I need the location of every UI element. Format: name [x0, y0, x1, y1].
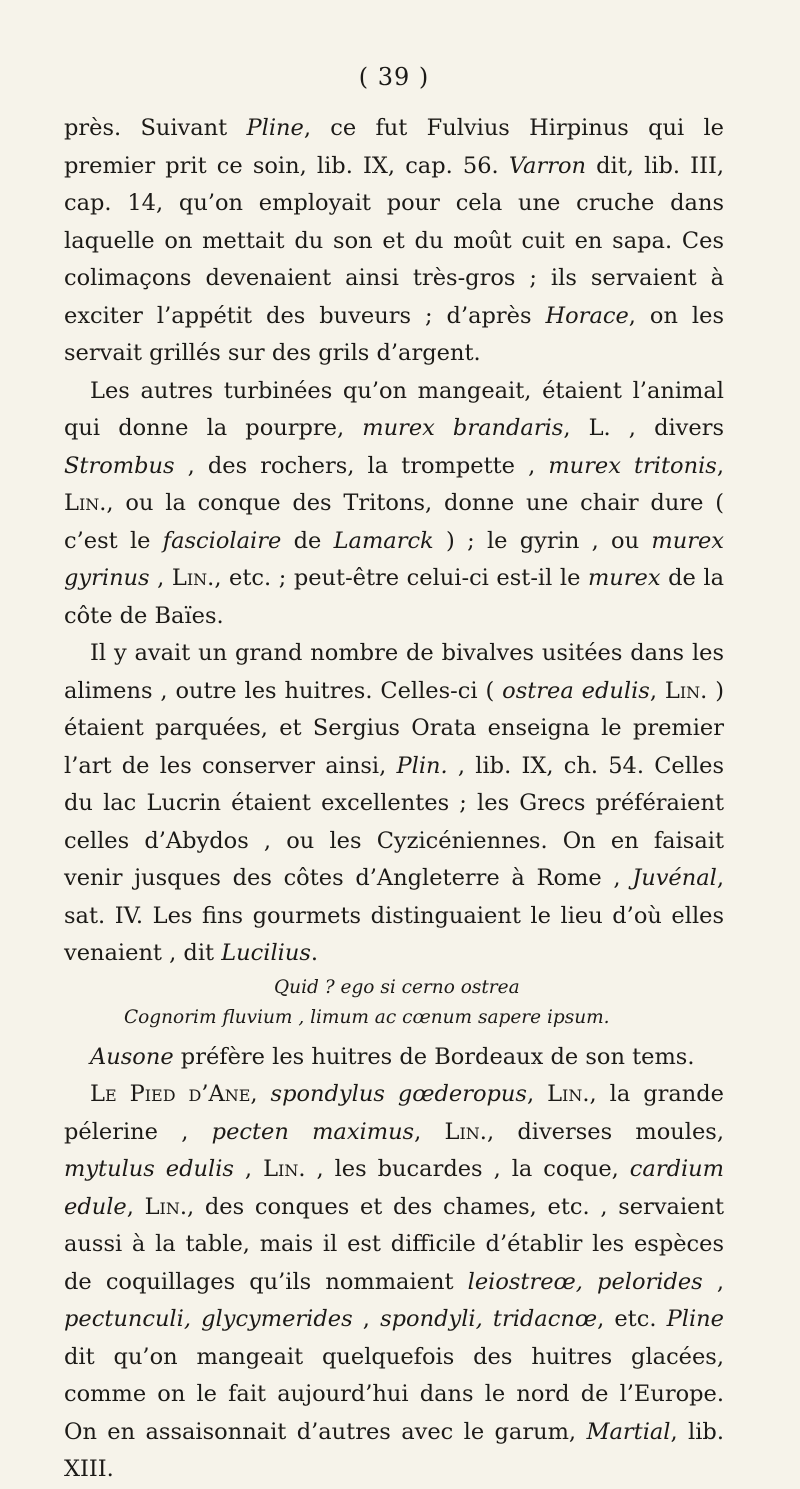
text-run: , lib. IX, ch. 54. Celles du lac Lucrin étaient excellentes ; les Grecs préféraient celles d’Abydos , ou les Cyzicéniennes. On en faisait venir jusques des côtes d’Angleterre à Rome , [64, 752, 724, 891]
text-run: dit qu’on mangeait quelquefois des huitres glacées, comme on le fait aujourd’hui dans le nord de l’Europe. On en assaisonnait d’autres avec le garum, [64, 1343, 724, 1445]
text-run: , L. , divers [563, 415, 724, 441]
text-run: , [702, 1268, 724, 1295]
italic-term: murex tritonis [548, 452, 717, 479]
text-run: de la côte de Baïes. [64, 565, 724, 629]
text-run: , sat. IV. Les fins gourmets distinguaient le lieu d’où elles venaient , dit [64, 865, 724, 966]
paragraph-p5 [64, 1076, 724, 1489]
smallcaps-term: Lin. [547, 1081, 590, 1107]
italic-term: mytulus edulis [64, 1156, 234, 1182]
quote-line-1: Quid ? ego si cerno ostrea [274, 976, 520, 998]
text-run: préfère les huitres de Bordeaux de son tems. [173, 1043, 695, 1070]
paragraph-p3 [64, 635, 724, 973]
text-run: , des conques et des chames, etc. , servaient aussi à la table, mais il est difficile d’établir les espèces de coquillages qu’ils nommaient [64, 1193, 724, 1295]
text-run: Les autres turbinées qu’on mangeait, étaient l’animal qui donne la pourpre, [64, 377, 724, 441]
text-run: , la grande pélerine , [64, 1081, 724, 1145]
italic-term: Varron [508, 152, 586, 179]
italic-term: Juvénal [632, 865, 717, 891]
text-run: , les bucardes , la coque, [305, 1156, 630, 1182]
text-run: , ce fut Fulvius Hirpinus qui le premier prit ce soin, lib. IX, cap. 56. [64, 115, 724, 179]
italic-term: murex gyrinus [64, 527, 724, 591]
italic-term: spondylus gœderopus [270, 1081, 527, 1107]
text-run: ) étaient parquées, et Sergius Orata enseigna le premier l’art de les conserver ainsi, [64, 677, 725, 779]
text-run: près. Suivant [64, 115, 247, 141]
smallcaps-term: Lin. [444, 1118, 487, 1145]
text-run: , on les servait grillés sur des grils d’argent. [64, 302, 724, 366]
italic-term: Pline [246, 115, 304, 141]
page-number: ( 39 ) [358, 63, 430, 91]
italic-term: Plin. [396, 752, 448, 779]
smallcaps-term: Lin. [171, 565, 215, 591]
text-run: de [281, 527, 334, 554]
smallcaps-term: Lin. [64, 490, 107, 516]
text-run: ) ; le gyrin , ou [433, 527, 652, 554]
italic-term: Strombus [64, 452, 175, 479]
text-run: . [310, 940, 319, 966]
text-run: , diverses moules, [486, 1118, 724, 1145]
quote-line-2: Cognorim fluvium , limum ac cœnum sapere ipsum. [124, 1006, 610, 1028]
smallcaps-term: Le Pied d’Ane [90, 1081, 251, 1107]
text-run: , lib. XIII. [64, 1418, 724, 1482]
text-run: , [352, 1306, 381, 1332]
text-run: , [526, 1081, 548, 1107]
text-run: , [233, 1156, 264, 1182]
paragraphs-after-quote [64, 1039, 724, 1489]
italic-term: Martial [586, 1418, 671, 1445]
body-text [64, 110, 724, 1489]
italic-term: Horace [545, 302, 629, 329]
text-run: , ou la conque des Tritons, donne une chair dure ( c’est le [64, 490, 724, 554]
paragraph-p1 [64, 110, 724, 373]
paragraphs-before-quote [64, 110, 724, 973]
italic-term: pectunculi, glycymerides [64, 1306, 353, 1332]
text-run: , [149, 565, 172, 591]
italic-term: cardium edule [64, 1156, 724, 1220]
italic-term: Lamarck [333, 527, 434, 554]
text-run: , [414, 1118, 445, 1145]
italic-term: murex brandaris [362, 415, 564, 441]
text-run: , [250, 1081, 271, 1107]
paragraph-p4 [64, 1039, 724, 1077]
text-run: dit, lib. III, cap. 14, qu’on employait pour cela une cruche dans laquelle on mettait du son et du moût cuit en sapa. Ces colimaçons devenaient ainsi très-gros ; ils servaient à exciter l’appétit des buveurs ; d’après [64, 152, 724, 329]
text-run: , [649, 677, 665, 704]
smallcaps-term: Lin. [664, 677, 708, 704]
text-run: , etc. ; peut-être celui-ci est-il le [214, 565, 588, 591]
italic-term: spondyli, tridacnœ [380, 1306, 598, 1332]
italic-term: murex [587, 565, 661, 591]
italic-term: pecten maximus [211, 1118, 415, 1145]
italic-term: fasciolaire [162, 527, 282, 554]
text-run: , [126, 1193, 145, 1220]
italic-term: Pline [666, 1306, 724, 1332]
paragraph-p2 [64, 373, 724, 636]
text-run: , des rochers, la trompette , [174, 452, 549, 479]
text-run: Il y avait un grand nombre de bivalves usitées dans les alimens , outre les huitres. Celles-ci ( [64, 640, 724, 704]
italic-term: Ausone [90, 1043, 174, 1070]
italic-term: leiostreœ, pelorides [467, 1268, 703, 1295]
latin-quote [64, 973, 724, 1039]
text-run: , [716, 452, 724, 479]
smallcaps-term: Lin. [144, 1193, 188, 1220]
italic-term: Lucilius [221, 940, 311, 966]
text-run: , etc. [597, 1306, 667, 1332]
smallcaps-term: Lin. [263, 1156, 306, 1182]
italic-term: ostrea edulis [502, 677, 650, 704]
